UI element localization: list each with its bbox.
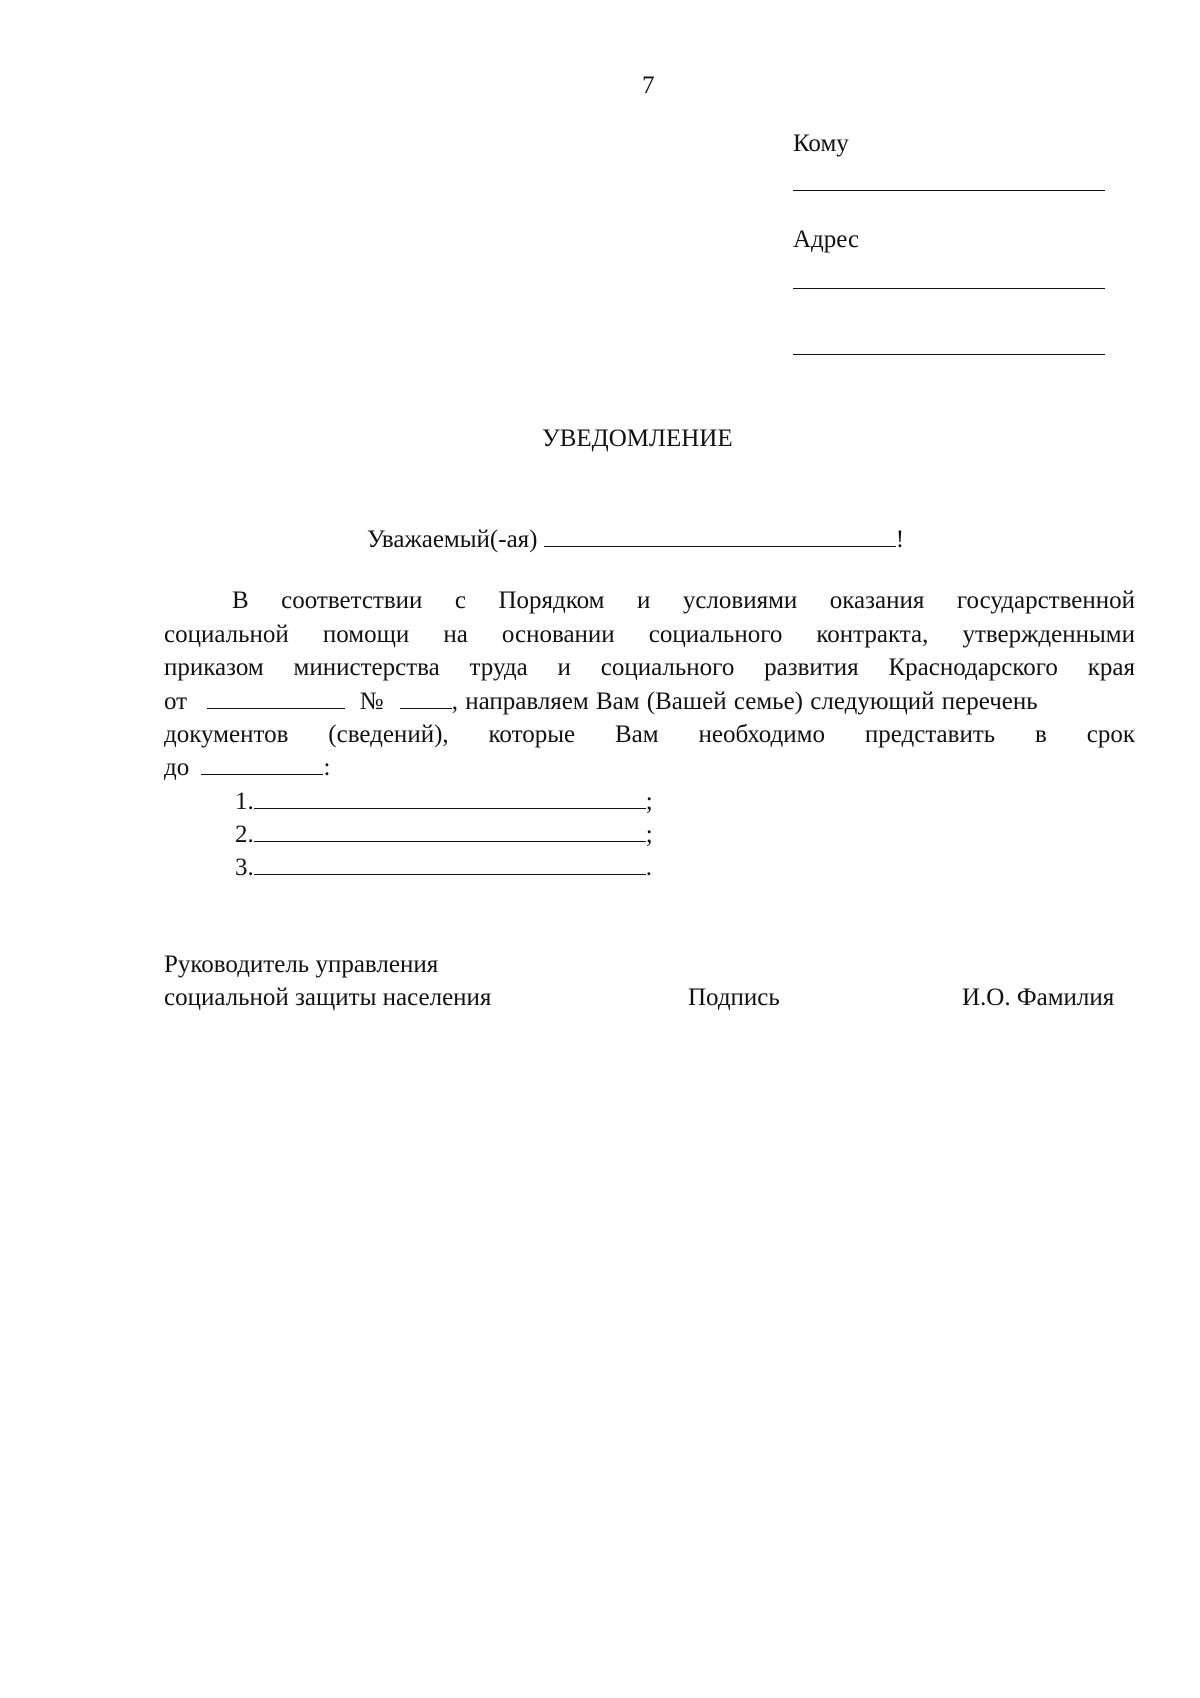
greeting-name-blank — [544, 522, 896, 547]
list-item-end: . — [645, 854, 652, 881]
body-line-5 — [164, 719, 1135, 751]
body-line-3 — [164, 652, 1135, 684]
body-line-4-prefix: от — [164, 688, 188, 715]
order-number-blank — [400, 686, 452, 709]
list-item — [235, 819, 653, 851]
body-line-4-suffix: , направляем Вам (Вашей семье) следующий перечень — [451, 688, 1038, 715]
addressee-address-label: Адрес — [793, 226, 860, 253]
document-title: УВЕДОМЛЕНИЕ — [542, 425, 733, 452]
list-item — [235, 852, 652, 884]
addressee-to-line — [793, 190, 1105, 191]
list-item-number: 3. — [235, 854, 254, 881]
list-item-blank — [254, 819, 646, 842]
addressee-address-line-2 — [793, 354, 1105, 355]
signature-position-line-2: социальной защиты населения — [164, 984, 492, 1011]
list-item-number: 1. — [235, 788, 254, 815]
body-line-3-text: приказом министерства труда и социального развития Краснодарского края — [164, 654, 1135, 681]
signature-position-line-1: Руководитель управления — [164, 951, 439, 978]
greeting-text: Уважаемый(-ая) — [367, 526, 538, 553]
addressee-to-label: Кому — [793, 130, 849, 157]
body-line-4-number-sign: № — [359, 688, 384, 715]
body-line-1-text: В соответствии с Порядком и условиями оказания государственной — [232, 587, 1135, 614]
body-line-6-suffix: : — [323, 754, 331, 781]
signature-label: Подпись — [688, 984, 780, 1011]
order-date-blank — [207, 686, 345, 709]
list-item — [235, 786, 653, 818]
greeting — [367, 522, 904, 556]
body-line-4 — [164, 686, 1135, 718]
page-number: 7 — [642, 72, 655, 99]
greeting-end: ! — [895, 526, 905, 553]
list-item-number: 2. — [235, 821, 254, 848]
list-item-blank — [254, 852, 646, 875]
body-line-6 — [164, 752, 330, 784]
list-item-end: ; — [645, 821, 653, 848]
body-line-5-text: документов (сведений), которые Вам необходимо представить в срок — [164, 721, 1135, 748]
deadline-blank — [201, 752, 323, 775]
list-item-blank — [254, 786, 646, 809]
addressee-address-line-1 — [793, 288, 1105, 289]
body-line-2 — [164, 619, 1135, 651]
list-item-end: ; — [645, 788, 653, 815]
body-line-1 — [232, 585, 1135, 617]
signatory-name-label: И.О. Фамилия — [962, 984, 1115, 1011]
body-line-6-prefix: до — [164, 754, 190, 781]
body-line-2-text: социальной помощи на основании социального контракта, утвержденными — [164, 621, 1135, 648]
